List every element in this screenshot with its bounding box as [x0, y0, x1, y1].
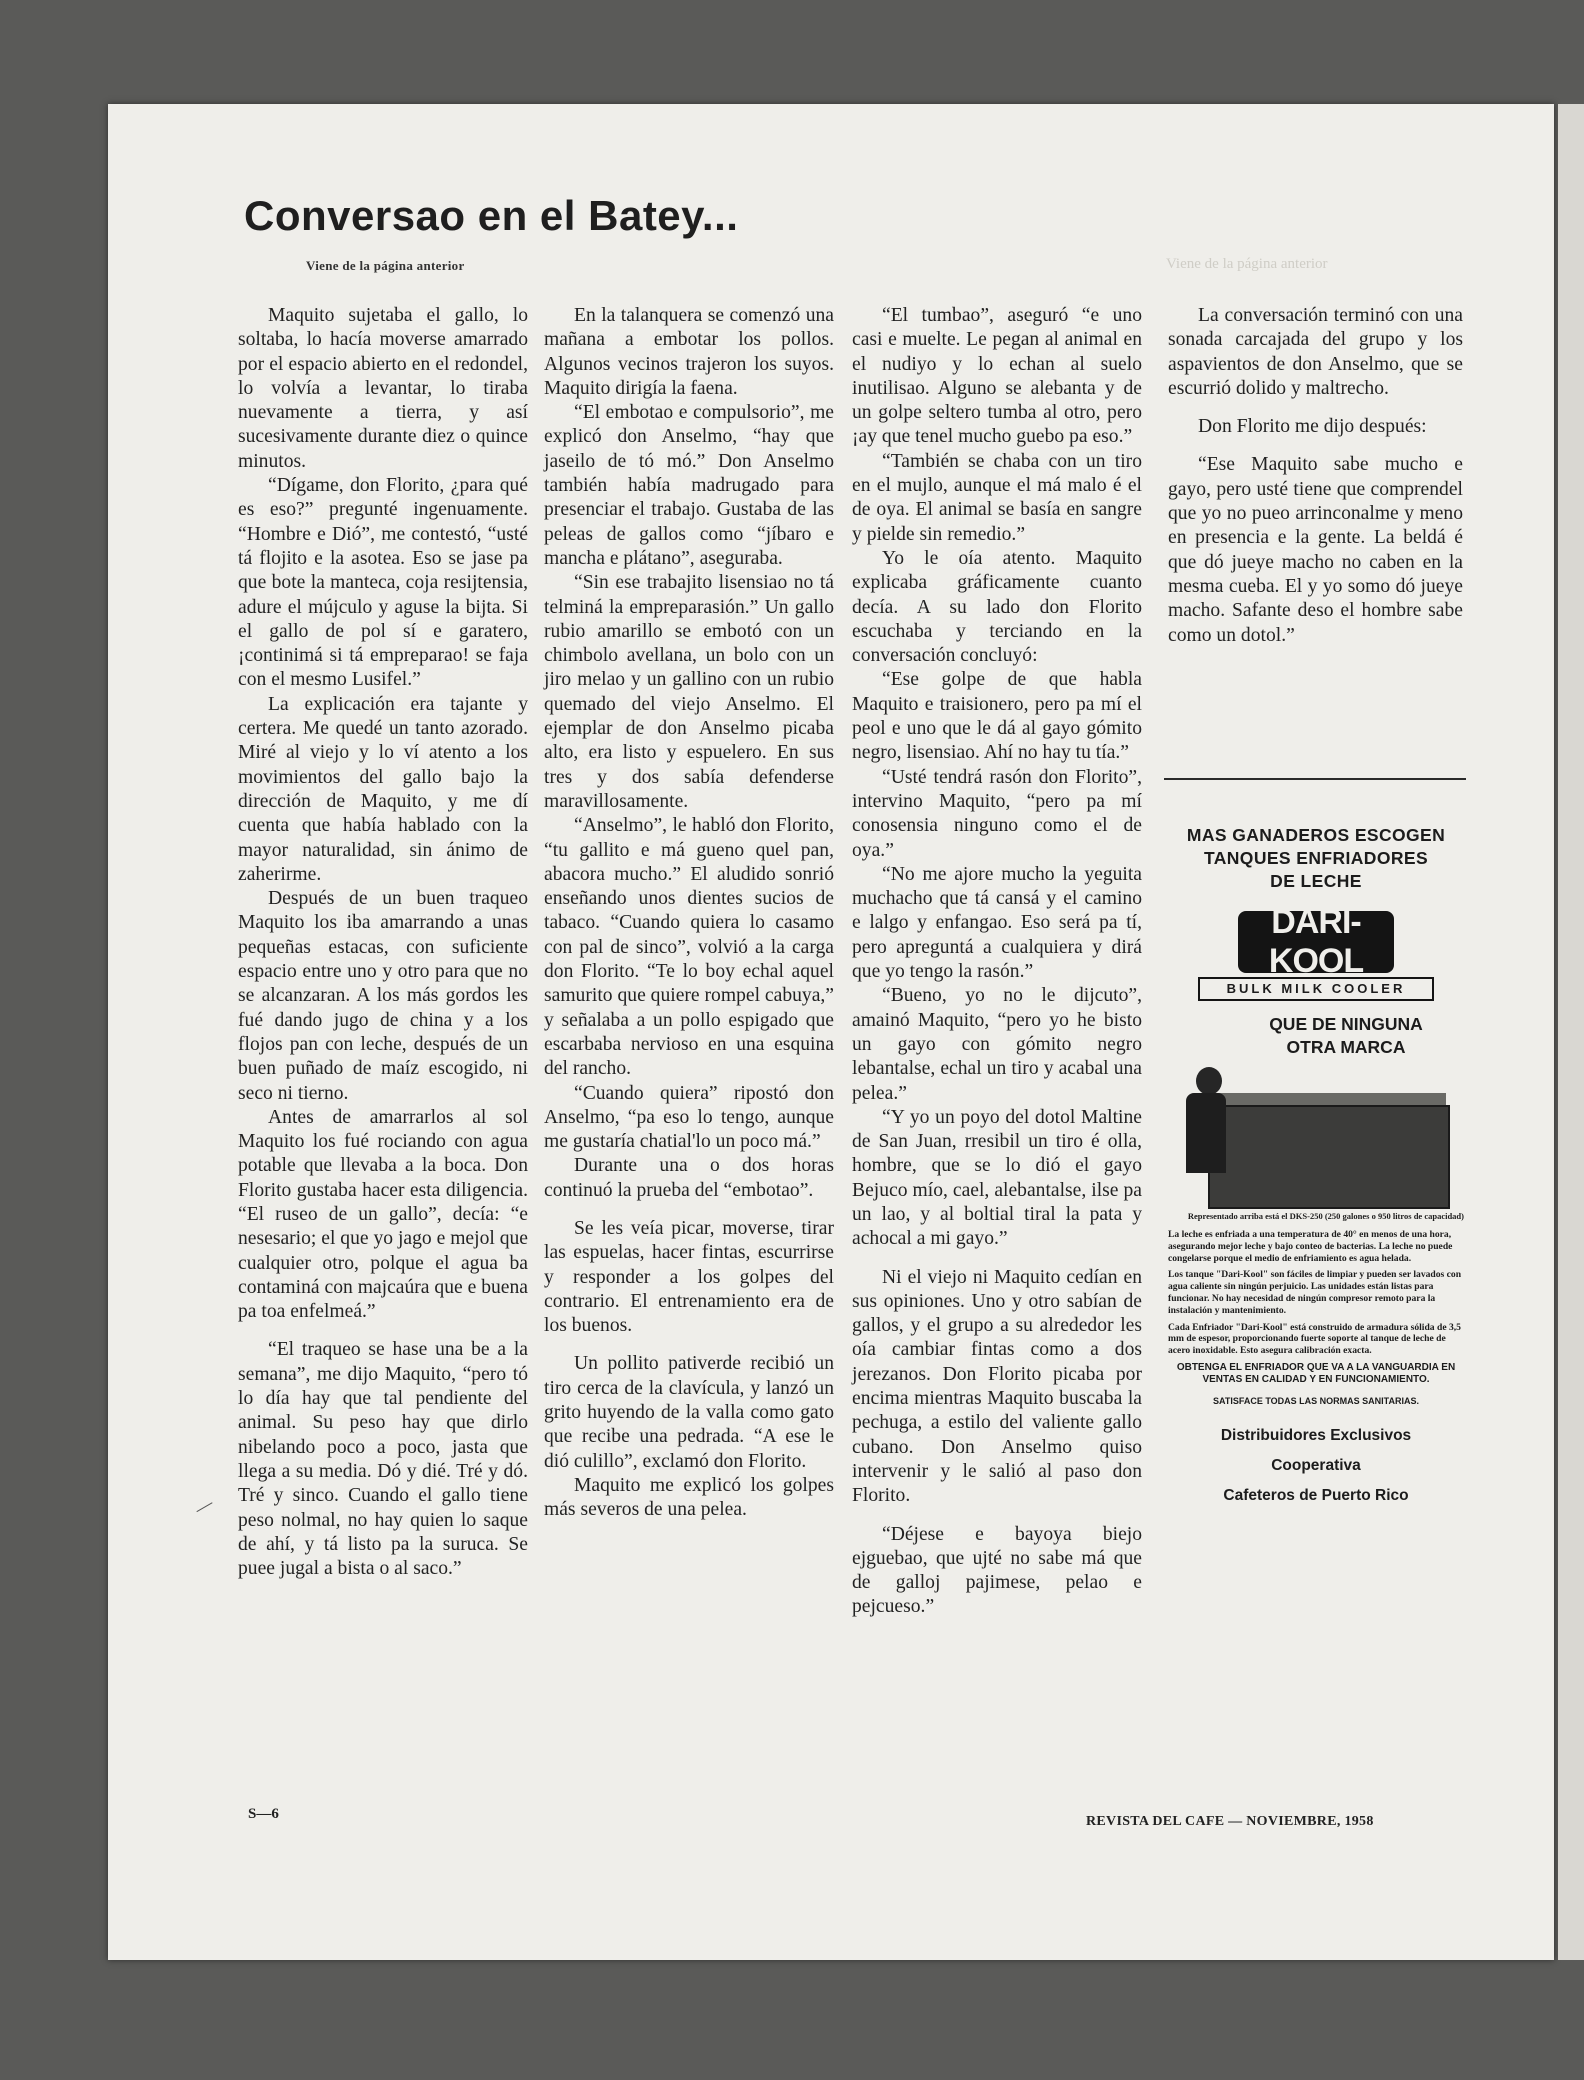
paragraph: La conversación terminó con una sonada carcajada del grupo y los aspavientos de don Anselmo, que se escurrió dolido y maltrecho.	[1168, 305, 1463, 399]
ad-subhead-line: QUE DE NINGUNA	[1269, 1014, 1423, 1034]
cooler-tank-photo	[1174, 1067, 1454, 1207]
article-column-2	[544, 304, 834, 1523]
article-title: Conversao en el Batey...	[244, 192, 739, 239]
paragraph: “Y yo un poyo del dotol Maltine de San Juan, rresibil un tiro é olla, hombre, que se lo dió el gayo Bejuco mío, cael, alebantalse, ilse pa un lao, y al boltial tiral la pata y achocal a mi gayo.”	[852, 1106, 1142, 1250]
paragraph: La explicación era tajante y certera. Me quedé un tanto azorado. Miré al viejo y lo ví atento a los movimientos del gallo bajo la dirección de Maquito, y me dí cuenta que había hablado con la mayor naturalidad, sin ánimo de zaherirme.	[238, 693, 528, 885]
paragraph: Ni el viejo ni Maquito cedían en sus opiniones. Uno y otro sabían de gallos, y el grupo a su alrededor les oía cambiar fintas como a dos jerezanos. Don Florito picaba por encima mientras Maquito buscaba la pechuga, a estilo del valiente gallo cubano. Don Anselmo quiso intervenir y le salió al paso don Florito.	[852, 1266, 1142, 1507]
ad-body-paragraph: Los tanque "Dari-Kool" son fáciles de limpiar y pueden ser lavados con agua caliente sin ningún perjuicio. Las unidades están listas para funcionar. No hay necesidad de ningún compresor remoto para la instalación y mantenimiento.	[1168, 1269, 1462, 1316]
paragraph: Durante una o dos horas continuó la prueba del “embotao”.	[544, 1155, 834, 1201]
brand-name: DARI-KOOL	[1268, 903, 1364, 980]
paragraph: “Ese Maquito sabe mucho e gayo, pero usté tiene que comprendel que yo no pueo arrinconalme y meno en presencia e la gente. La beldá é que dó jueye macho no caben en la mesma cueba. El y yo somo dó jueye macho. Safante deso el hombre sabe como un dotol.”	[1168, 454, 1463, 646]
dari-kool-advertisement	[1168, 824, 1464, 1511]
paragraph: “Déjese e bayoya biejo ejguebao, que ujté no sabe má que de galloj pajimese, pelao e pejcueso.”	[852, 1523, 1142, 1618]
ad-subhead	[1228, 1013, 1464, 1059]
paragraph: Después de un buen traqueo Maquito los iba amarrando a unas pequeñas estacas, con suficiente espacio entre uno y otro para que no se alcanzaran. A los más gordos les fué dando jugo de china y a los flojos pan con leche, después de un buen puñado de maíz escogido, ni seco ni tierno.	[238, 888, 528, 1104]
bleed-through-text: Viene de la página anterior	[1166, 256, 1328, 272]
brand-tagline: BULK MILK COOLER	[1198, 977, 1434, 1001]
ad-body-paragraph: La leche es enfriada a una temperatura de 40° en menos de una hora, asegurando mejor leche y bajo conteo de bacterias. La leche no puede congelarse porque el medio de enfriamiento es agua helada.	[1168, 1229, 1453, 1264]
paragraph: Antes de amarrarlos al sol Maquito los fué rociando con agua potable que llevaba a la boca. Don Florito gustaba hacer esta diligencia. “El ruseo de un gallo”, decía: “e nesesario; el que yo jago e mejol que cualquier otro, polque el agua ba contaminá con majcaúra que e buena pa toa enfelmeá.”	[238, 1106, 529, 1323]
photo-caption: Representado arriba está el DKS-250 (250 galones o 950 litros de capacidad)	[1187, 1211, 1464, 1221]
paragraph: “Ese golpe de que habla Maquito e traisionero, pero pa mí el peol e uno que le dá al gayo gómito negro, lisensiao. Ahí no hay tu tía.”	[852, 669, 1142, 764]
page-number: S—6	[248, 1806, 279, 1822]
paragraph: Maquito me explicó los golpes más severos de una pelea.	[544, 1474, 834, 1521]
paragraph: “El embotao e compulsorio”, me explicó don Anselmo, “hay que jaseilo de tó mó.” Don Anselmo también había madrugado para presenciar el trabajo. Gustaba de las peleas de gallos como “jíbaro e mancha e plátano”, aseguraba.	[544, 402, 834, 569]
paragraph: “El traqueo se hase una be a la semana”, me dijo Maquito, “pero tó lo día hay que tal pendiente del animal. Su peso hay que dirlo nibelando poco a poco, jasta que llega a su media. Dó y dié. Tré y dó. Tré y sinco. Cuando el gallo tiene peso nolmal, no hay quien lo saque de ahí, y tá listo pa la suruca. Se puee jugal a bista o al saco.”	[238, 1339, 528, 1580]
paragraph: “El tumbao”, aseguró “e uno casi e muelte. Le pegan al animal en el nudiyo y lo echan al suelo inutilisao. Alguno se alebanta y de un golpe seltero tumba al otro, pero ¡ay que tenel mucho guebo pa eso.”	[852, 305, 1142, 448]
article-column-1	[238, 304, 528, 1581]
brand-logo	[1238, 903, 1394, 980]
paragraph: Maquito sujetaba el gallo, lo soltaba, lo hacía moverse amarrado por el espacio abierto en el redondel, lo volvía a levantar, lo tiraba nuevamente a tierra, y así sucesivamente durante diez o quince minutos.	[238, 305, 528, 472]
ad-subhead-line: OTRA MARCA	[1286, 1037, 1406, 1057]
paragraph: “Usté tendrá rasón don Florito”, intervino Maquito, “pero pa mí conosensia ninguno como el de oya.”	[852, 766, 1142, 861]
paragraph: “También se chaba con un tiro en el mujlo, aunque el má malo é el de oya. El animal se basía en sangre y pielde sin remedio.”	[852, 450, 1142, 545]
paragraph: “No me ajore mucho la yeguita muchacho que tá cansá y el camino e lalgo y enfangao. Eso será pa tí, pero apreguntá a cualquiera y dirá que yo tengo la rasón.”	[852, 863, 1142, 983]
farmer-body-shape	[1186, 1093, 1226, 1173]
column-divider-rule	[1164, 778, 1466, 780]
paragraph: “Cuando quiera” ripostó don Anselmo, “pa eso lo tengo, aunque me gustaría chatial'lo un poco má.”	[544, 1082, 834, 1153]
ad-distributor	[1168, 1421, 1464, 1511]
continued-from-note: Viene de la página anterior	[306, 258, 465, 273]
ad-distributor-line: Cafeteros de Puerto Rico	[1223, 1486, 1409, 1504]
paragraph: Se les veía picar, moverse, tirar las espuelas, hacer fintas, escurrirse y responder a los golpes del contrario. El entrenamiento era de los buenos.	[544, 1217, 834, 1337]
magazine-page	[108, 104, 1554, 1960]
next-page-edge	[1558, 104, 1584, 1960]
paragraph: Yo le oía atento. Maquito explicaba gráficamente cuanto decía. A su lado don Florito escuchaba y terciando en la conversación concluyó:	[852, 547, 1142, 667]
article-column-4	[1168, 304, 1463, 648]
tank-body-shape	[1208, 1105, 1450, 1209]
paragraph: Don Florito me dijo después:	[1198, 416, 1427, 438]
ad-distributor-line: Distribuidores Exclusivos	[1220, 1426, 1412, 1444]
paragraph: Un pollito pativerde recibió un tiro cerca de la clavícula, y lanzó un grito huyendo de la valla como gato que recibe una pedrada. “A ese le dió culillo”, exclamó don Florito.	[544, 1353, 834, 1472]
ad-body-copy	[1168, 1229, 1464, 1357]
farmer-head-shape	[1196, 1067, 1222, 1095]
ad-headline	[1168, 824, 1464, 893]
ad-headline-line: DE LECHE	[1270, 871, 1362, 891]
ad-distributor-line: Cooperativa	[1271, 1456, 1361, 1474]
paragraph: “Dígame, don Florito, ¿para qué es eso?” pregunté ingenuamente. “Hombre e Dió”, me contestó, “usté tá flojito e la asotea. Eso se jase pa que bote la manteca, coja resijtensia, adure el mújculo y aguse la bijta. Si el gallo de pol sí e garatero, ¡continimá si tá empreparao! se faja con el mesmo Lusifel.”	[238, 475, 528, 691]
paragraph: “Bueno, yo no le dijcuto”, amainó Maquito, “pero yo he bisto un gayo con gómito negro lebantalse, echal un tiro y acabal una pelea.”	[852, 985, 1142, 1104]
paragraph: En la talanquera se comenzó una mañana a embotar los pollos. Algunos vecinos trajeron los suyos. Maquito dirigía la faena.	[544, 305, 834, 399]
paragraph: “Anselmo”, le habló don Florito, “tu gallito e má gueno quel pan, abacora mucho.” El aludido sonrió enseñando unos dientes sucios de tabaco. “Cuando quiera lo casamo con pal de sinco”, volvió a la carga don Florito. “Te lo boy echal aquel samurito que quiere rompel cabuya,” y señalaba a un pollo espigado que escarbaba nervioso en una esquina del rancho.	[544, 815, 834, 1080]
article-column-3	[852, 304, 1142, 1620]
ad-body-paragraph: Cada Enfriador "Dari-Kool" está construido de armadura sólida de 3,5 mm de espesor, proporcionando fuerte soporte al tanque de leche de acero inoxidable. Esto asegura calibración exacta.	[1168, 1321, 1461, 1357]
ad-call-to-action: OBTENGA EL ENFRIADOR QUE VA A LA VANGUARDIA EN VENTAS EN CALIDAD Y EN FUNCIONAMIENTO.	[1176, 1361, 1456, 1385]
ad-standards-note: SATISFACE TODAS LAS NORMAS SANITARIAS.	[1212, 1395, 1419, 1406]
publication-footer: REVISTA DEL CAFE — NOVIEMBRE, 1958	[1086, 1814, 1374, 1829]
paragraph: “Sin ese trabajito lisensiao no tá telminá la empreparasión.” Un gallo rubio amarillo se embotó con un chimbolo avellana, un bolo con un jiro melao y un gallino con un rubio quemado del viejo Anselmo. El ejemplar de don Anselmo picaba alto, era listo y espuelero. En sus tres y dos sabía defenderse maravillosamente.	[544, 572, 834, 812]
ad-headline-line: MAS GANADEROS ESCOGEN	[1186, 825, 1446, 845]
ad-headline-line: TANQUES ENFRIADORES	[1203, 848, 1429, 868]
